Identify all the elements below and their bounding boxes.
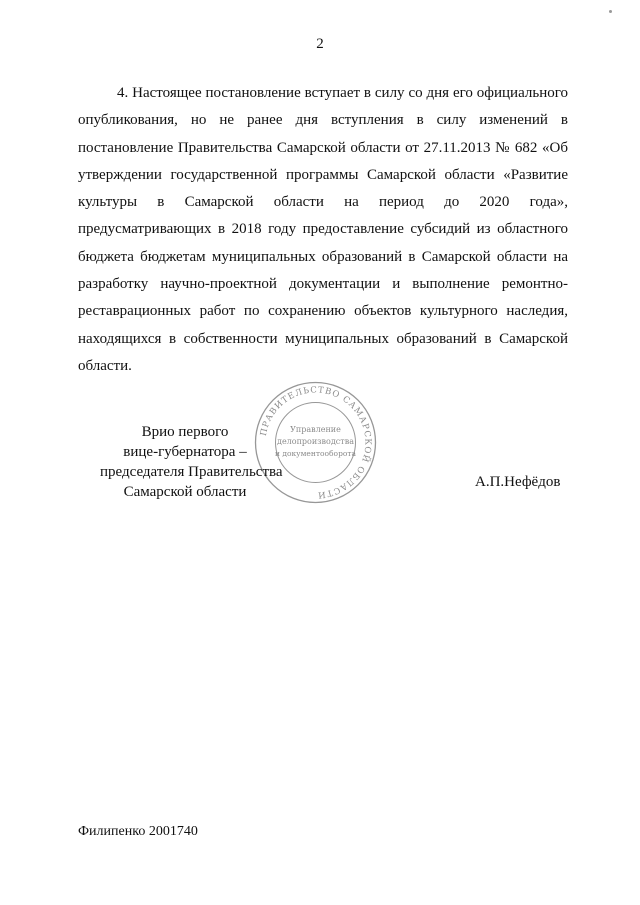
stamp-graphic [253, 380, 378, 505]
signer-name: А.П.Нефёдов [475, 474, 561, 490]
stamp-ring-text: ПРАВИТЕЛЬСТВО САМАРСКОЙ ОБЛАСТИ [258, 385, 373, 500]
signature-title [100, 422, 283, 502]
executor-contact: Филипенко 2001740 [78, 824, 198, 839]
stamp-center-line-2: делопроизводства [277, 437, 354, 446]
signature-title-line-4: Самарской области [123, 484, 247, 500]
stamp-center-line-1: Управление [290, 425, 341, 434]
stamp-center-line-3: и документооборота [274, 449, 357, 458]
page-number: 2 [316, 36, 324, 52]
signature-title-line-1: Врио первого [141, 424, 229, 440]
paragraph-4: 4. Настоящее постановление вступает в силу со дня его официального опубликования, но не ранее дня вступления в силу изменений в постановление Правительства Самарской области от 27.11.2013 № 682 «Об утверждении государственной программы Самарской области «Развитие культуры в Самарской области на период до 2020 года», предусматривающих в 2018 году предоставление субсидий из областного бюджета бюджетам муниципальных образований в Самарской области на разработку научно-проектной документации и выполнение ремонтно-реставрационных работ по сохранению объектов культурного наследия, находящихся в собственности муниципальных образований в Самарской области. [78, 85, 568, 374]
signature-title-line-3: председателя Правительства [100, 464, 283, 480]
scan-speck [609, 10, 612, 13]
signature-title-line-2: вице-губернатора – [123, 444, 247, 460]
official-stamp [253, 380, 378, 505]
